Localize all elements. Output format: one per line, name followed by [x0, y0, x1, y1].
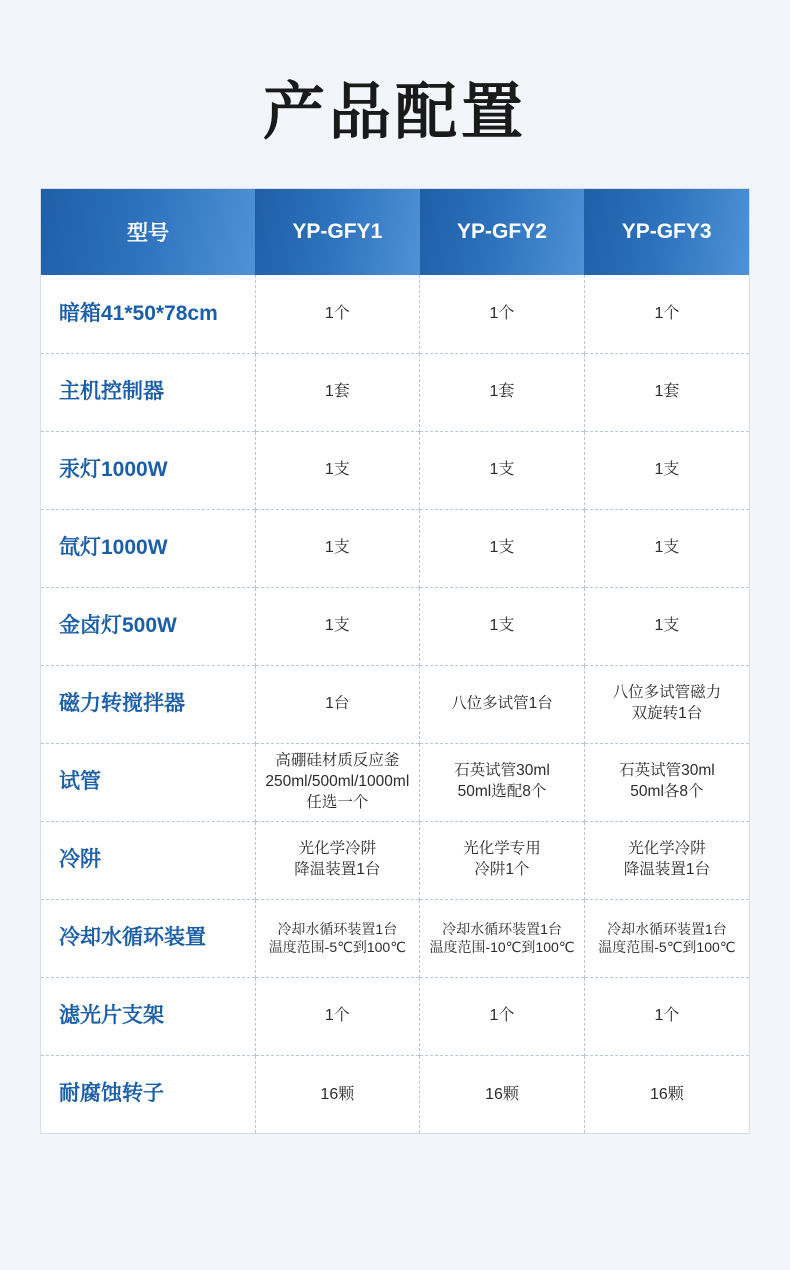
row-header-label: 试管	[41, 743, 255, 821]
column-header-model: 型号	[41, 189, 255, 275]
table-cell	[255, 431, 420, 509]
cell-line: 1支	[489, 539, 515, 557]
cell-line: 1支	[489, 617, 515, 635]
cell-line: 降温装置1台	[623, 861, 710, 879]
table-cell	[584, 977, 749, 1055]
cell-line: 光化学冷阱	[628, 840, 706, 858]
cell-line: 任选一个	[306, 793, 369, 811]
row-header-label: 主机控制器	[41, 353, 255, 431]
cell-content	[260, 920, 416, 956]
cell-content	[589, 459, 745, 481]
row-header-label: 汞灯1000W	[41, 431, 255, 509]
cell-line: 冷却水循环装置1台	[442, 921, 562, 937]
cell-line: 1支	[324, 539, 350, 557]
cell-line: 冷却水循环装置1台	[607, 921, 727, 937]
cell-content	[424, 839, 580, 881]
cell-line: 16颗	[485, 1085, 519, 1103]
table-cell	[420, 977, 585, 1055]
table-cell	[420, 431, 585, 509]
cell-line: 1套	[489, 383, 515, 401]
cell-line: 16颗	[650, 1085, 684, 1103]
cell-line: 1套	[654, 383, 680, 401]
cell-content	[589, 615, 745, 637]
table-cell	[255, 275, 420, 353]
cell-line: 16颗	[320, 1085, 355, 1103]
row-header-label: 滤光片支架	[41, 977, 255, 1055]
table-row	[41, 743, 749, 821]
cell-content	[424, 1084, 580, 1106]
cell-content	[589, 683, 745, 725]
table-cell	[420, 353, 585, 431]
cell-content	[424, 694, 580, 715]
cell-line: 冷阱1个	[474, 861, 530, 879]
cell-content	[589, 1005, 745, 1027]
cell-content	[260, 459, 416, 481]
cell-line: 1支	[324, 461, 350, 479]
table-row	[41, 977, 749, 1055]
cell-content	[260, 1084, 416, 1106]
table-cell	[255, 509, 420, 587]
table-row	[41, 821, 749, 899]
cell-line: 温度范围-5℃到100℃	[268, 939, 406, 956]
table-cell	[420, 899, 585, 977]
cell-line: 降温装置1台	[294, 861, 381, 879]
cell-content	[260, 303, 416, 325]
table-row	[41, 509, 749, 587]
table-cell	[255, 743, 420, 821]
table-cell	[584, 1055, 749, 1133]
table-cell	[584, 431, 749, 509]
page-title: 产品配置	[262, 75, 527, 148]
column-header-yp-gfy2: YP-GFY2	[420, 189, 585, 275]
cell-content	[424, 1005, 580, 1027]
cell-content	[260, 751, 416, 814]
cell-line: 高硼硅材质反应釜	[275, 751, 400, 769]
table-row	[41, 275, 749, 353]
spec-table-container	[40, 188, 750, 1134]
spec-table	[41, 189, 749, 1133]
table-row	[41, 1055, 749, 1133]
row-header-label: 耐腐蚀转子	[41, 1055, 255, 1133]
cell-line: 50ml选配8个	[457, 783, 547, 801]
cell-line: 1支	[654, 539, 680, 557]
cell-line: 冷却水循环装置1台	[277, 921, 398, 937]
cell-content	[589, 381, 745, 403]
cell-content	[589, 1084, 745, 1106]
table-cell	[420, 1055, 585, 1133]
spec-table-body	[41, 275, 749, 1133]
row-header-label: 氙灯1000W	[41, 509, 255, 587]
cell-line: 光化学专用	[463, 840, 541, 858]
cell-line: 1台	[325, 694, 350, 712]
cell-content	[424, 303, 580, 325]
cell-line: 1个	[489, 305, 515, 323]
cell-line: 光化学冷阱	[298, 840, 377, 858]
table-cell	[255, 353, 420, 431]
cell-line: 双旋转1台	[631, 705, 703, 723]
table-cell	[420, 665, 585, 743]
cell-line: 1支	[654, 617, 680, 635]
cell-line: 八位多试管磁力	[612, 684, 722, 702]
cell-content	[260, 615, 416, 637]
row-header-label: 暗箱41*50*78cm	[41, 275, 255, 353]
table-cell	[584, 665, 749, 743]
cell-line: 石英试管30ml	[619, 762, 715, 780]
cell-content	[589, 303, 745, 325]
cell-content	[424, 920, 580, 956]
cell-content	[260, 694, 416, 715]
cell-line: 1个	[654, 1007, 680, 1025]
table-cell	[420, 743, 585, 821]
row-header-label: 金卤灯500W	[41, 587, 255, 665]
cell-content	[424, 761, 580, 803]
cell-line: 1支	[324, 617, 350, 635]
cell-content	[589, 839, 745, 881]
table-row	[41, 665, 749, 743]
table-row	[41, 353, 749, 431]
cell-line: 1个	[654, 305, 680, 323]
table-cell	[584, 275, 749, 353]
cell-line: 1个	[324, 1007, 350, 1025]
cell-content	[589, 920, 745, 956]
cell-line: 1个	[489, 1007, 515, 1025]
cell-line: 50ml各8个	[630, 783, 704, 801]
table-header-row	[41, 189, 749, 275]
cell-content	[260, 1005, 416, 1027]
table-cell	[584, 743, 749, 821]
row-header-label: 冷却水循环装置	[41, 899, 255, 977]
table-cell	[420, 275, 585, 353]
table-cell	[255, 899, 420, 977]
cell-content	[260, 839, 416, 881]
column-header-yp-gfy3: YP-GFY3	[584, 189, 749, 275]
spec-table-header	[41, 189, 749, 275]
table-cell	[255, 587, 420, 665]
table-cell	[255, 665, 420, 743]
row-header-label: 冷阱	[41, 821, 255, 899]
column-header-yp-gfy1: YP-GFY1	[255, 189, 420, 275]
table-cell	[584, 821, 749, 899]
cell-content	[260, 381, 416, 403]
table-row	[41, 587, 749, 665]
table-cell	[584, 509, 749, 587]
cell-content	[589, 761, 745, 803]
cell-line: 1支	[654, 461, 680, 479]
cell-content	[424, 381, 580, 403]
cell-line: 1套	[324, 383, 350, 401]
row-header-label: 磁力转搅拌器	[41, 665, 255, 743]
table-cell	[420, 821, 585, 899]
cell-line: 1支	[489, 461, 515, 479]
table-row	[41, 899, 749, 977]
cell-line: 1个	[324, 305, 350, 323]
table-cell	[255, 1055, 420, 1133]
cell-line: 250ml/500ml/1000ml	[265, 772, 410, 790]
table-cell	[584, 353, 749, 431]
cell-line: 八位多试管1台	[451, 694, 553, 712]
table-row	[41, 431, 749, 509]
cell-content	[589, 537, 745, 559]
cell-line: 温度范围-10℃到100℃	[429, 939, 575, 956]
table-cell	[255, 821, 420, 899]
table-cell	[420, 509, 585, 587]
cell-content	[424, 615, 580, 637]
cell-content	[260, 537, 416, 559]
table-cell	[420, 587, 585, 665]
cell-content	[424, 459, 580, 481]
cell-content	[424, 537, 580, 559]
table-cell	[255, 977, 420, 1055]
cell-line: 温度范围-5℃到100℃	[598, 939, 736, 956]
table-cell	[584, 899, 749, 977]
cell-line: 石英试管30ml	[454, 762, 550, 780]
table-cell	[584, 587, 749, 665]
